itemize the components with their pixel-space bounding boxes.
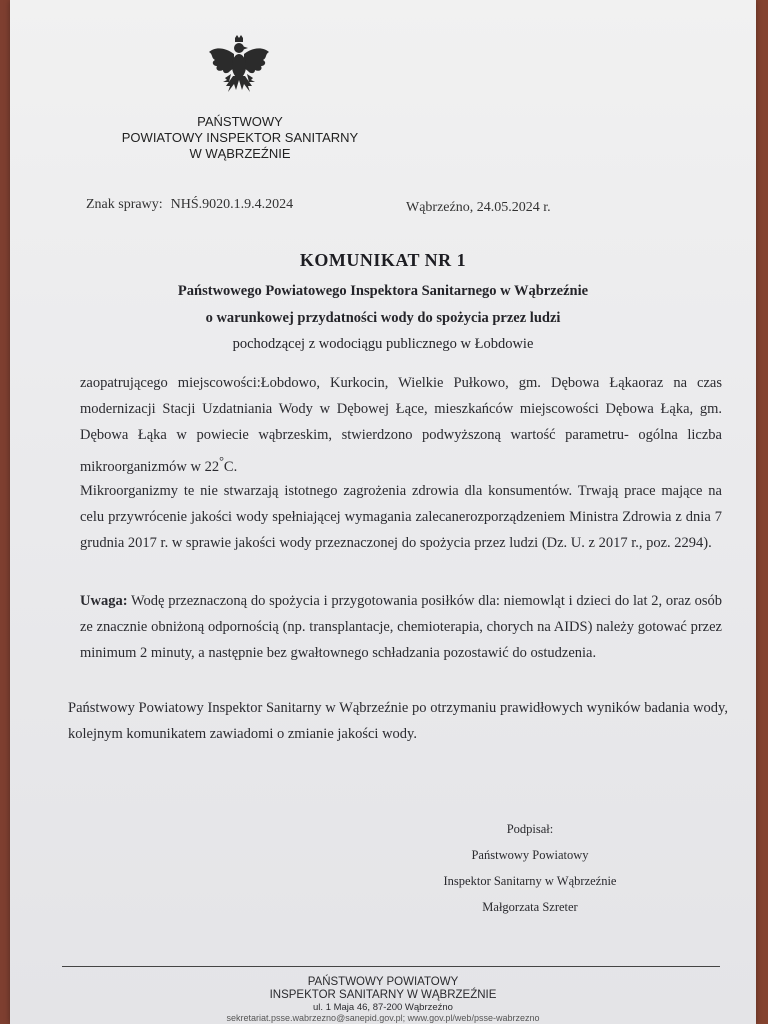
case-reference (86, 197, 293, 213)
warning-label: Uwaga: (80, 593, 128, 609)
paragraph-4: Państwowy Powiatowy Inspektor Sanitarny w Wąbrzeźnie po otrzymaniu prawidłowych wyników badania wody, kolejnym komunikatem zawiadomi o zmianie jakości wody. (68, 700, 728, 742)
subtitle-line-2: o warunkowej przydatności wody do spożycia przez ludzi (205, 310, 561, 326)
subtitle-line-3: pochodzącej z wodociągu publicznego w Łobdowie (232, 336, 534, 352)
paragraph-3-text: Wodę przeznaczoną do spożycia i przygotowania posiłków dla: niemowląt i dzieci do lat 2, oraz osób ze znacznie obniżoną odpornością (np. transplantacje, chemioterapia, chorych na AIDS) należy gotować przez minimum 2 minuty, a następnie bez gwałtownego schładzania pozostawić do ostudzenia. (80, 593, 722, 661)
office-line-3: W WĄBRZEŹNIE (189, 146, 291, 161)
paragraph-1 (80, 370, 722, 480)
issuing-office-header (90, 114, 390, 162)
signature-label: Podpisał: (506, 822, 554, 836)
paragraph-1-text: zaopatrującego miejscowości:Łobdowo, Kurkocin, Wielkie Pułkowo, gm. Dębowa Łąkaoraz na czas modernizacji Stacji Uzdatniania Wody w Dębowej Łące, mieszkańców miejscowości Dębowa Łąka, gm. Dębowa Łąka w powiecie wąbrzeskim, stwierdzono podwyższoną wartość parametru- ogólna liczba mikroorganizmów w 22 (80, 375, 722, 475)
degree-symbol: ° (219, 454, 224, 468)
footer (10, 976, 756, 1024)
subtitle-line-1: Państwowego Powiatowego Inspektora Sanitarnego w Wąbrzeźnie (177, 283, 589, 299)
footer-contact: sekretariat.psse.wabrzezno@sanepid.gov.pl; www.gov.pl/web/psse-wabrzezno (226, 1013, 540, 1023)
case-reference-label: Znak sprawy: (86, 197, 163, 212)
paragraph-1-end: C. (223, 458, 238, 475)
signature-name: Małgorzata Szreter (482, 900, 578, 914)
eagle-emblem-icon (206, 34, 272, 100)
paragraph-3 (80, 588, 722, 666)
footer-divider (62, 966, 720, 967)
document-page (10, 0, 756, 1024)
document-date: Wąbrzeźno, 24.05.2024 r. (406, 200, 551, 215)
footer-address: ul. 1 Maja 46, 87-200 Wąbrzeźno (313, 1002, 453, 1013)
footer-line-2: INSPEKTOR SANITARNY W WĄBRZEŹNIE (269, 989, 497, 1001)
office-line-1: PAŃSTWOWY (197, 114, 283, 129)
signature-line-2: Inspektor Sanitarny w Wąbrzeźnie (443, 874, 617, 888)
office-line-2: POWIATOWY INSPEKTOR SANITARNY (121, 130, 359, 145)
case-reference-value: NHŚ.9020.1.9.4.2024 (170, 197, 294, 212)
signature-line-1: Państwowy Powiatowy (471, 848, 589, 862)
signature-block (410, 816, 650, 920)
footer-line-1: PAŃSTWOWY POWIATOWY (307, 976, 459, 988)
paragraph-2: Mikroorganizmy te nie stwarzają istotnego zagrożenia zdrowia dla konsumentów. Trwają prace mające na celu przywrócenie jakości wody spełniającej wymagania zalecanerozporządzeniem Ministra Zdrowia z dnia 7 grudnia 2017 r. w sprawie jakości wody przeznaczonej do spożycia przez ludzi (Dz. U. z 2017 r., poz. 2294). (80, 483, 722, 551)
document-title: KOMUNIKAT NR 1 (299, 250, 467, 270)
